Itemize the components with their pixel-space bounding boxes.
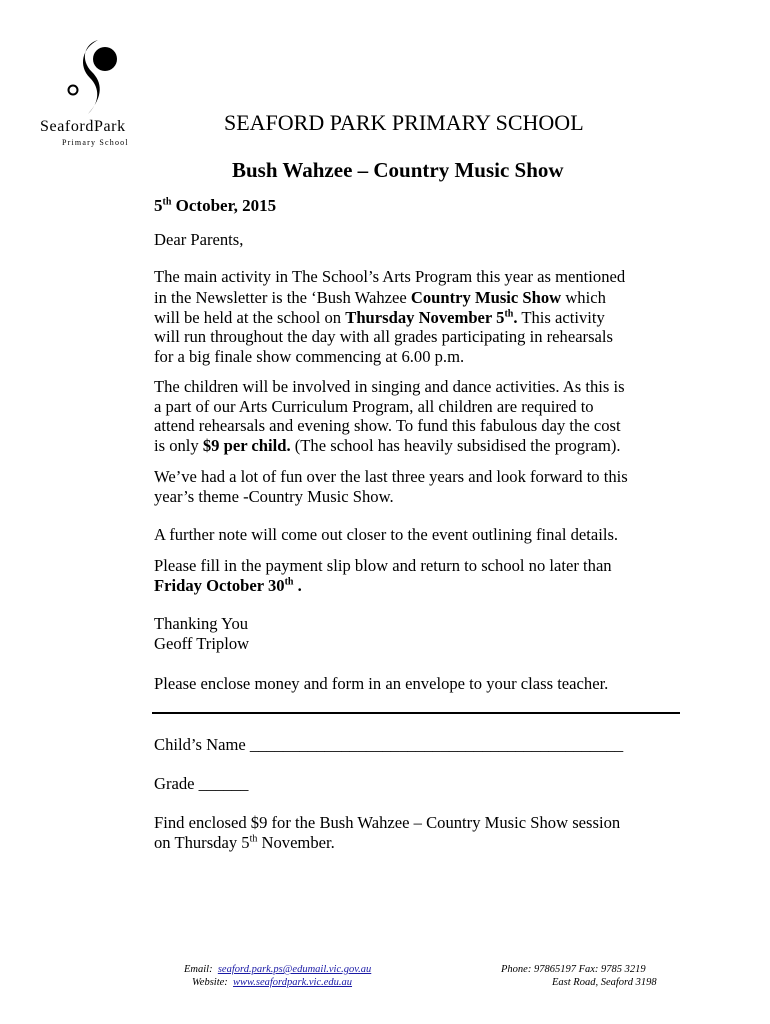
school-title: SEAFORD PARK PRIMARY SCHOOL — [224, 110, 584, 135]
child-name-field: Child’s Name _____________________________________________ — [154, 735, 624, 754]
signoff-name: Geoff Triplow — [154, 634, 250, 653]
para5-line1: Please fill in the payment slip blow and return to school no later than — [154, 556, 612, 575]
slip-line2: on Thursday 5th November. — [154, 833, 335, 852]
logo-name: SeafordPark — [40, 118, 126, 135]
letter-date: 5th October, 2015 — [154, 196, 277, 215]
para3-line1: We’ve had a lot of fun over the last three years and look forward to this — [154, 467, 628, 486]
para2-line4: is only $9 per child. (The school has heavily subsidised the program). — [154, 436, 621, 455]
logo-subtitle: Primary School — [62, 138, 129, 147]
para1-line3: will be held at the school on Thursday November 5th. This activity — [154, 308, 605, 327]
show-title: Bush Wahzee – Country Music Show — [232, 158, 564, 182]
school-logo — [58, 38, 128, 118]
para2-line1: The children will be involved in singing and dance activities. As this is — [154, 377, 625, 396]
para1-line2: in the Newsletter is the ‘Bush Wahzee Country Music Show which — [154, 288, 606, 307]
grade-field: Grade ______ — [154, 774, 249, 793]
para3-line2: year’s theme -Country Music Show. — [154, 487, 394, 506]
enclose-note: Please enclose money and form in an envelope to your class teacher. — [154, 674, 609, 693]
tear-off-divider — [152, 712, 680, 714]
signoff-thanks: Thanking You — [154, 614, 249, 633]
footer-phone: Phone: 97865197 Fax: 9785 3219 — [501, 964, 646, 975]
website-link[interactable]: www.seafordpark.vic.edu.au — [233, 977, 353, 988]
para1-line1: The main activity in The School’s Arts Program this year as mentioned — [154, 267, 626, 286]
para1-line4: will run throughout the day with all grades participating in rehearsals — [154, 327, 613, 346]
footer-address: East Road, Seaford 3198 — [552, 977, 657, 988]
para2-line3: attend rehearsals and evening show. To fund this fabulous day the cost — [154, 416, 621, 435]
slip-line1: Find enclosed $9 for the Bush Wahzee – Country Music Show session — [154, 813, 621, 832]
para4: A further note will come out closer to the event outlining final details. — [154, 525, 619, 544]
para2-line2: a part of our Arts Curriculum Program, all children are required to — [154, 397, 594, 416]
para5-line2: Friday October 30th . — [154, 576, 302, 595]
para1-line5: for a big finale show commencing at 6.00 p.m. — [154, 347, 465, 366]
greeting: Dear Parents, — [154, 230, 244, 249]
email-link[interactable]: seaford.park.ps@edumail.vic.gov.au — [217, 964, 372, 975]
footer-website: Website: www.seafordpark.vic.edu.au — [192, 977, 353, 988]
footer-email: Email: seaford.park.ps@edumail.vic.gov.au — [184, 964, 372, 975]
